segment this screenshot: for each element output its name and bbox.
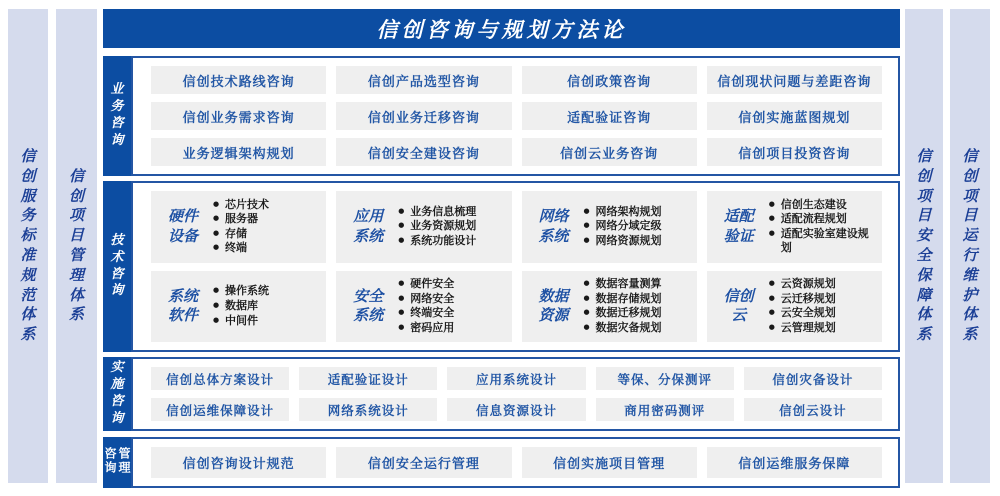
section-label-management-text: 咨询管理 xyxy=(103,446,131,475)
section-business-consulting xyxy=(103,56,900,176)
bullet-item: ● 硬件安全 xyxy=(398,277,454,292)
section-body-business xyxy=(131,56,900,176)
methodology-diagram xyxy=(103,9,900,488)
tech-card-xinchuang-cloud-bullets xyxy=(769,277,836,336)
section-label-business xyxy=(103,56,131,176)
sidebar-operation-maintenance-label: 信创项目运行维护体系 xyxy=(962,147,978,344)
section-label-implementation xyxy=(103,357,131,431)
bullet-item: ● 网络安全 xyxy=(398,292,454,307)
section-body-implementation xyxy=(131,357,900,431)
tech-card-application-bullets xyxy=(398,205,476,249)
implementation-item: 信创总体方案设计 xyxy=(151,367,289,390)
bullet-item: ● 中间件 xyxy=(213,314,269,329)
tech-card-security xyxy=(336,271,511,343)
tech-card-xinchuang-cloud xyxy=(707,271,882,343)
tech-card-adaptation xyxy=(707,191,882,263)
section-technical-consulting xyxy=(103,181,900,352)
bullet-item: ● 数据迁移规划 xyxy=(584,306,662,321)
bullet-item: ● 信创生态建设 xyxy=(769,198,874,213)
sidebar-project-management-system xyxy=(56,9,97,483)
bullet-item: ● 网络架构规划 xyxy=(584,205,662,220)
tech-card-hardware-title: 硬件设备 xyxy=(167,207,198,245)
management-item: 信创安全运行管理 xyxy=(336,447,511,478)
bullet-item: ● 业务资源规划 xyxy=(398,219,476,234)
tech-card-data-resource xyxy=(522,271,697,343)
implementation-item: 商用密码测评 xyxy=(596,398,734,421)
bullet-item: ● 适配实验室建设规划 xyxy=(769,227,874,256)
implementation-item: 信息资源设计 xyxy=(447,398,585,421)
management-item: 信创实施项目管理 xyxy=(522,447,697,478)
bullet-item: ● 网络分域定级 xyxy=(584,219,662,234)
business-item: 信创安全建设咨询 xyxy=(336,138,511,166)
tech-card-hardware xyxy=(151,191,326,263)
bullet-item: ● 数据库 xyxy=(213,299,269,314)
bullet-item: ● 云安全规划 xyxy=(769,306,836,321)
business-item: 信创业务需求咨询 xyxy=(151,102,326,130)
bullet-item: ● 操作系统 xyxy=(213,284,269,299)
implementation-item: 网络系统设计 xyxy=(299,398,437,421)
business-item: 信创政策咨询 xyxy=(522,66,697,94)
management-item: 信创运维服务保障 xyxy=(707,447,882,478)
tech-card-system-software-title: 系统软件 xyxy=(167,286,198,325)
section-label-business-text: 业务咨询 xyxy=(110,82,124,148)
diagram-title: 信创咨询与规划方法论 xyxy=(103,9,900,48)
implementation-item: 信创云设计 xyxy=(744,398,882,421)
business-item: 信创实施蓝图规划 xyxy=(707,102,882,130)
bullet-item: ● 芯片技术 xyxy=(213,198,269,213)
bullet-item: ● 网络资源规划 xyxy=(584,234,662,249)
business-item: 业务逻辑架构规划 xyxy=(151,138,326,166)
section-label-technical-text: 技术咨询 xyxy=(110,232,124,299)
implementation-item: 信创灾备设计 xyxy=(744,367,882,390)
sidebar-service-standard-system xyxy=(8,9,48,483)
bullet-item: ● 业务信息梳理 xyxy=(398,205,476,220)
bullet-item: ● 适配流程规划 xyxy=(769,212,874,227)
management-item: 信创咨询设计规范 xyxy=(151,447,326,478)
bullet-item: ● 终端安全 xyxy=(398,306,454,321)
section-label-technical xyxy=(103,181,131,352)
section-label-implementation-text: 实施咨询 xyxy=(110,360,124,426)
implementation-item: 等保、分保测评 xyxy=(596,367,734,390)
business-item: 信创项目投资咨询 xyxy=(707,138,882,166)
tech-card-system-software xyxy=(151,271,326,343)
tech-card-network-title: 网络系统 xyxy=(538,207,569,245)
tech-card-security-title: 安全系统 xyxy=(353,286,384,325)
bullet-item: ● 云迁移规划 xyxy=(769,292,836,307)
bullet-item: ● 密码应用 xyxy=(398,321,454,336)
bullet-item: ● 存储 xyxy=(213,227,269,242)
business-item: 信创现状问题与差距咨询 xyxy=(707,66,882,94)
bullet-item: ● 终端 xyxy=(213,241,269,256)
sidebar-service-standard-label: 信创服务标准规范体系 xyxy=(20,147,36,344)
section-body-technical xyxy=(131,181,900,352)
section-consulting-management xyxy=(103,437,900,488)
bullet-item: ● 系统功能设计 xyxy=(398,234,476,249)
sidebar-security-assurance-system xyxy=(905,9,943,483)
business-item: 信创云业务咨询 xyxy=(522,138,697,166)
business-item: 适配验证咨询 xyxy=(522,102,697,130)
implementation-item: 信创运维保障设计 xyxy=(151,398,289,421)
business-item: 信创产品选型咨询 xyxy=(336,66,511,94)
sidebar-security-assurance-label: 信创项目安全保障体系 xyxy=(916,147,932,344)
tech-card-data-resource-bullets xyxy=(584,277,662,336)
tech-card-application-title: 应用系统 xyxy=(353,207,384,245)
bullet-item: ● 服务器 xyxy=(213,212,269,227)
tech-card-system-software-bullets xyxy=(213,284,269,328)
tech-card-application xyxy=(336,191,511,263)
tech-card-adaptation-bullets xyxy=(769,198,874,257)
bullet-item: ● 数据存储规划 xyxy=(584,292,662,307)
bullet-item: ● 数据容量测算 xyxy=(584,277,662,292)
implementation-item: 适配验证设计 xyxy=(299,367,437,390)
tech-card-data-resource-title: 数据资源 xyxy=(538,286,569,325)
section-body-management xyxy=(131,437,900,488)
implementation-item: 应用系统设计 xyxy=(447,367,585,390)
tech-card-adaptation-title: 适配验证 xyxy=(723,207,754,245)
sidebar-project-management-label: 信创项目管理体系 xyxy=(68,166,84,324)
business-item: 信创技术路线咨询 xyxy=(151,66,326,94)
bullet-item: ● 云资源规划 xyxy=(769,277,836,292)
tech-card-network-bullets xyxy=(584,205,662,249)
bullet-item: ● 云管理规划 xyxy=(769,321,836,336)
tech-card-network xyxy=(522,191,697,263)
section-label-management xyxy=(103,437,131,488)
bullet-item: ● 数据灾备规划 xyxy=(584,321,662,336)
tech-card-hardware-bullets xyxy=(213,198,269,257)
tech-card-xinchuang-cloud-title: 信创云 xyxy=(723,286,754,325)
section-implementation-consulting xyxy=(103,357,900,431)
sidebar-operation-maintenance-system xyxy=(950,9,990,483)
tech-card-security-bullets xyxy=(398,277,454,336)
business-item: 信创业务迁移咨询 xyxy=(336,102,511,130)
